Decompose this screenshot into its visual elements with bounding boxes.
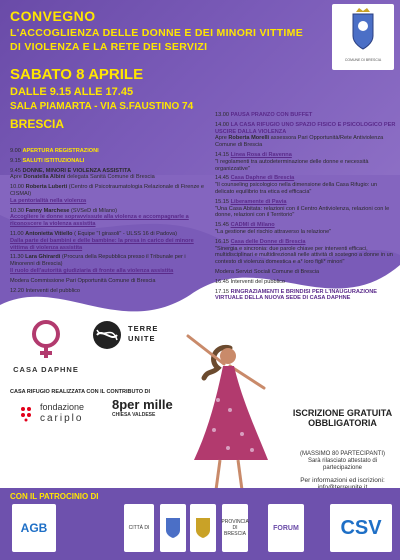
event-venue: SALA PIAMARTA - VIA S.FAUSTINO 74 <box>10 101 194 112</box>
terre-unite-icon <box>92 320 122 350</box>
program-item <box>215 222 397 236</box>
item-talk: Il ruolo dell'autorità giudiziaria di fronte alla violenza assistita <box>10 267 174 274</box>
otto-per-mille-logo <box>112 398 178 432</box>
event-type: CONVEGNO <box>10 8 96 24</box>
item-speaker: Casa Daphne di Brescia <box>230 175 295 182</box>
item-speaker: Fanny Marchese <box>25 207 70 214</box>
item-time: 15.15 <box>215 198 229 205</box>
item-prefix: Apre <box>10 174 22 181</box>
item-talk: "I regolamenti tra autodeterminazione delle donne e necessità organizzative" <box>215 158 369 172</box>
program-item <box>10 148 210 155</box>
item-time: 9.15 <box>10 157 21 164</box>
program-item <box>10 168 210 182</box>
moderator-line: Modera Servizi Sociali Comune di Brescia <box>215 268 320 275</box>
terre-unite-name: TERRE UNITE <box>128 324 159 343</box>
item-role: assessora Pari Opportunità/Rete Antiviolenza Comune di Brescia <box>215 135 384 149</box>
item-speaker: Antonietta Vitiello <box>25 230 73 237</box>
program-morning <box>10 148 210 297</box>
event-city: BRESCIA <box>10 117 65 131</box>
public-interventions: 12.20 Interventi del pubblico <box>10 287 80 294</box>
registration-certificate: Sarà rilasciato attestato di partecipazione <box>307 458 378 471</box>
item-speaker: Roberta Morelli <box>228 135 270 142</box>
item-time: 11.30 <box>10 254 24 261</box>
patron-logo-agb: AGB <box>12 504 56 552</box>
item-time: 14.15 <box>215 151 229 158</box>
item-title: DONNE, MINORI E VIOLENZA ASSISTITA <box>22 167 132 174</box>
program-item <box>215 122 397 149</box>
item-time: 17.15 <box>215 288 229 295</box>
program-item <box>215 199 397 219</box>
casa-daphne-logo <box>10 318 82 378</box>
item-title: RINGRAZIAMENTI E BRINDISI PER L'INAUGURAZIONE VIRTUALE DELLA NUOVA SEDE DI CASA DAPHNE <box>215 288 378 302</box>
program-item <box>215 239 397 266</box>
registration-title: ISCRIZIONE GRATUITA OBBLIGATORIA <box>292 408 393 428</box>
patronage-footer <box>0 488 400 560</box>
item-role: ( Equipe "I girasoli" - ULSS 16 di Padova) <box>74 230 178 237</box>
patron-logo-provincia: PROVINCIA DI BRESCIA <box>222 504 248 552</box>
item-time: 13.00 <box>215 112 229 118</box>
program-item <box>10 208 210 228</box>
item-speaker: Casa delle Donne di Brescia <box>230 238 306 245</box>
item-time: 10.00 <box>10 184 24 191</box>
info-label: Per informazioni ed iscrizioni: <box>300 477 385 484</box>
comune-crest <box>332 4 394 70</box>
item-title: LA CASA RIFUGIO UNO SPAZIO FISICO E PSICOLOGICO PER USCIRE DALLA VIOLENZA <box>215 121 396 135</box>
item-time: 9.45 <box>10 167 21 174</box>
program-item <box>215 152 397 172</box>
item-role: (Procura della Repubblica presso il Tribunale per i Minorenni di Brescia) <box>10 254 186 268</box>
item-time: 9.00 <box>10 148 21 154</box>
item-time: 11.00 <box>10 230 24 237</box>
crest-label: COMUNE DI BRESCIA <box>344 58 382 62</box>
terre-unite-logo <box>92 320 192 370</box>
item-talk: "Sinergia e sincronia: due parole chiave per interventi efficaci, multidisciplinari e multidirezionali nelle attività di sostegno a donne in un contesto di violenza domestica e a* loro figli* minori" <box>215 245 393 266</box>
item-speaker: Roberta Luberti <box>25 184 68 191</box>
item-title: SALUTI ISTITUZIONALI <box>22 157 85 164</box>
event-time: DALLE 9.15 ALLE 17.45 <box>10 86 134 98</box>
crest-icon <box>194 516 212 540</box>
item-talk: Dalla parte dei bambini e delle bambine: la presa in carico dei minore vittima di violenza assistita <box>10 237 194 251</box>
patron-logo-forum: FORUM <box>268 504 304 552</box>
item-prefix: Apre <box>215 135 227 142</box>
program-item <box>10 254 210 274</box>
item-speaker: Linea Rosa di Ravenna <box>230 151 292 158</box>
item-talk: Accogliere le donne sopravvissute alla violenza e accompagnarle a riconoscere la violenza assistita <box>10 214 189 228</box>
fondazione-cariplo-logo <box>18 400 102 430</box>
cariplo-top: fondazione <box>40 402 85 412</box>
item-speaker: CADMI di Milano <box>230 222 275 229</box>
patron-logo-crest <box>160 504 186 552</box>
program-item <box>10 158 210 165</box>
moderator-line: Modera Commissione Pari Opportunità Comune di Brescia <box>10 277 156 284</box>
item-talk: La pentorialità nella violenza <box>10 197 87 204</box>
venus-icon <box>21 318 71 360</box>
patronage-title: CON IL PATROCINIO DI <box>10 492 99 501</box>
item-title: APERTURA REGISTRAZIONI <box>22 148 99 154</box>
event-date: SABATO 8 APRILE <box>10 66 144 83</box>
item-time: 10.30 <box>10 207 24 214</box>
item-time: 14.00 <box>215 121 229 128</box>
item-speaker: Lara Ghirardi <box>25 254 61 261</box>
item-title: PAUSA PRANZO CON BUFFET <box>230 112 313 118</box>
item-time: 14.45 <box>215 175 229 182</box>
item-talk: "Il counseling psicologico nella dimensione della Casa Rifugio: un delicato equilibrio tra etica ed efficacia" <box>215 182 378 195</box>
item-role: (Centro di Psicotraumatologia Relazionale di Firenze e CISMAI) <box>10 184 205 197</box>
program-item <box>215 112 397 119</box>
item-speaker: Donatella Albini <box>23 174 66 181</box>
program-afternoon <box>215 112 397 305</box>
item-time: 16.15 <box>215 238 229 245</box>
item-role: delegata Sanità Comune di Brescia <box>67 174 155 181</box>
public-interventions: 16.45 Interventi del pubblico <box>215 278 285 285</box>
item-time: 15.45 <box>215 222 229 229</box>
cariplo-bottom: cariplo <box>40 413 84 424</box>
item-role: (SVSeD di Milano) <box>70 207 117 214</box>
item-talk: "Una Casa Abitata: relazioni con il Centro Antiviolenza, relazioni con le donne, relazioni con il Territorio" <box>215 205 390 219</box>
item-talk: "La gestione del rischio attraverso la relazione" <box>215 228 332 235</box>
contribution-line: CASA RIFUGIO REALIZZATA CON IL CONTRIBUTO DI <box>10 389 151 395</box>
otto-per-mille-text: 8per mille <box>112 397 173 412</box>
item-speaker: Liberamente di Pavia <box>230 198 287 205</box>
program-item <box>10 184 210 204</box>
program-item <box>215 289 397 303</box>
casa-daphne-name: CASA DAPHNE <box>13 365 79 374</box>
cariplo-icon <box>18 404 36 422</box>
program-item <box>215 175 397 195</box>
event-title: L'ACCOGLIENZA DELLE DONNE E DEI MINORI VITTIME DI VIOLENZA E LA RETE DEI SERVIZI <box>10 27 303 53</box>
registration-max: (MASSIMO 80 PARTECIPANTI) <box>299 451 385 457</box>
crest-icon <box>164 516 182 540</box>
patron-logo-csv: CSV <box>330 504 392 552</box>
crest-icon <box>332 4 394 58</box>
patron-logo-crest <box>190 504 216 552</box>
patron-logo-city: CITTÀ DI <box>124 504 154 552</box>
chiesa-valdese-text: CHIESA VALDESE <box>112 412 156 418</box>
program-item <box>10 231 210 251</box>
